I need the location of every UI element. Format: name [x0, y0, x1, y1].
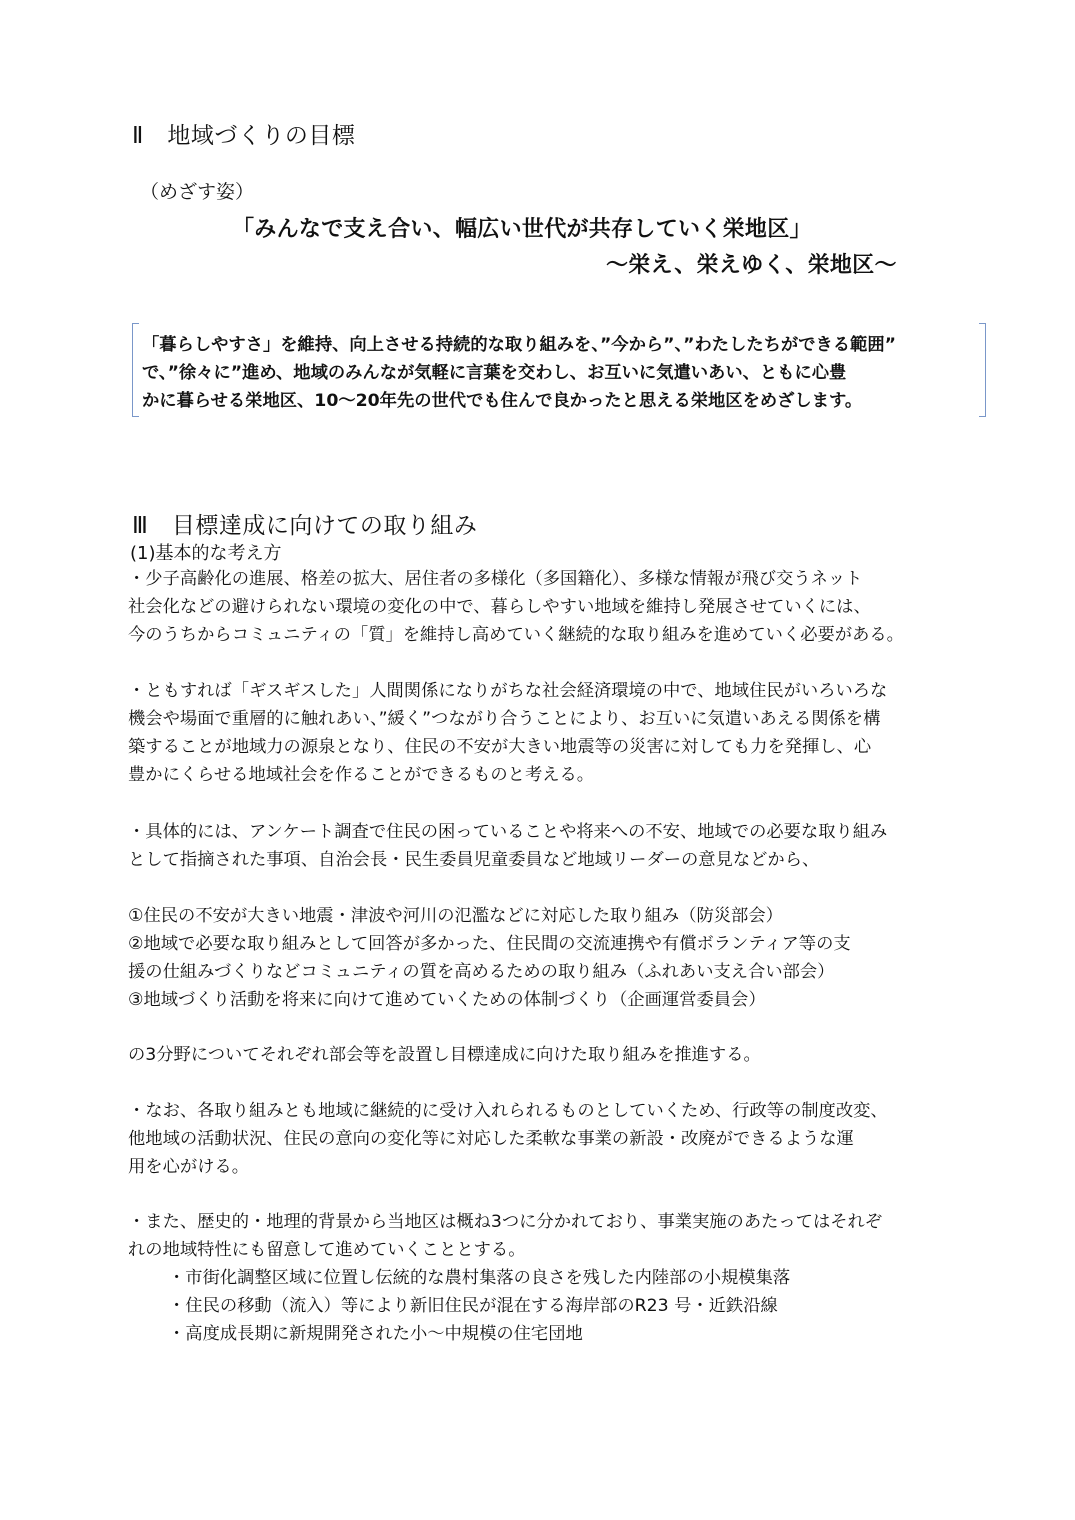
section-heading-initiatives: Ⅲ 目標達成に向けての取り組み [132, 513, 478, 539]
paragraph-line: 社会化などの避けられない環境の変化の中で、暮らしやすい地域を維持し発展させていくには、 [128, 597, 871, 617]
left-bracket [132, 323, 139, 417]
vision-line: 「暮らしやすさ」を維持、向上させる持続的な取り組みを、”今から”、”わたしたちができる範囲” [142, 335, 896, 355]
paragraph-1 [128, 565, 904, 649]
aim-label: （めざす姿） [140, 181, 255, 203]
paragraph-line: れの地域特性にも留意して進めていくこととする。 [128, 1240, 526, 1260]
paragraph-line: 他地域の活動状況、住民の意向の変化等に対応した柔軟な事業の新設・改廃ができるような運 [128, 1129, 854, 1149]
slogan-main: 「みんなで支え合い、幅広い世代が共存していく栄地区」 [232, 217, 812, 242]
paragraph-6 [128, 1208, 882, 1264]
paragraph-3 [128, 818, 887, 874]
paragraph-4 [128, 1041, 761, 1069]
list-item: ・市街化調整区域に位置し伝統的な農村集落の良さを残した内陸部の小規模集落 [168, 1268, 791, 1288]
paragraph-line: ・また、歴史的・地理的背景から当地区は概ね3つに分かれており、事業実施のあたってはそれぞ [128, 1212, 883, 1232]
slogan-sub: ～栄え、栄えゆく、栄地区～ [606, 253, 897, 278]
vision-line: かに暮らせる栄地区、10～20年先の世代でも住んで良かったと思える栄地区をめざします。 [142, 391, 863, 411]
list-item: ・高度成長期に新規開発された小～中規模の住宅団地 [168, 1324, 583, 1344]
vision-statement-box [132, 323, 986, 415]
vision-statement [142, 331, 982, 415]
paragraph-2 [128, 677, 887, 789]
paragraph-line: ・ともすれば「ギスギスした」人間関係になりがちな社会経済環境の中で、地域住民がいろいろな [128, 681, 888, 701]
area-list [128, 1264, 790, 1348]
paragraph-line: 豊かにくらせる地域社会を作ることができるものと考える。 [128, 765, 595, 785]
list-item: ③地域づくり活動を将来に向けて進めていくための体制づくり（企画運営委員会） [128, 990, 766, 1010]
paragraph-line: 機会や場面で重層的に触れあい、”緩く”つながり合うことにより、お互いに気遣いあえる関係を構 [128, 709, 881, 729]
section-heading-goals: Ⅱ 地域づくりの目標 [132, 123, 356, 149]
committee-list [128, 902, 851, 1014]
paragraph-line: ・具体的には、アンケート調査で住民の困っていることや将来への不安、地域での必要な取り組み [128, 822, 888, 842]
list-item: ②地域で必要な取り組みとして回答が多かった、住民間の交流連携や有償ボランティア等の支 [128, 934, 851, 954]
paragraph-line: 今のうちからコミュニティの「質」を維持し高めていく継続的な取り組みを進めていく必要がある。 [128, 625, 904, 645]
subheading-basic-approach: (1)基本的な考え方 [130, 543, 282, 564]
list-item: 援の仕組みづくりなどコミュニティの質を高めるための取り組み（ふれあい支え合い部会） [128, 962, 835, 982]
paragraph-line: 築することが地域力の源泉となり、住民の不安が大きい地震等の災害に対しても力を発揮し、心 [128, 737, 872, 757]
paragraph-line: ・なお、各取り組みとも地域に継続的に受け入れられるものとしていくため、行政等の制度改変、 [128, 1101, 888, 1121]
paragraph-line: 用を心がける。 [128, 1157, 249, 1177]
paragraph-5 [128, 1097, 888, 1181]
paragraph-line: ・少子高齢化の進展、格差の拡大、居住者の多様化（多国籍化）、多様な情報が飛び交うネット [128, 569, 863, 589]
paragraph-line: として指摘された事項、自治会長・民生委員児童委員など地域リーダーの意見などから、 [128, 850, 820, 870]
paragraph-line: の3分野についてそれぞれ部会等を設置し目標達成に向けた取り組みを推進する。 [128, 1045, 761, 1065]
vision-line: で、”徐々に”進め、地域のみんなが気軽に言葉を交わし、お互いに気遣いあい、ともに心豊 [142, 363, 847, 383]
list-item: ①住民の不安が大きい地震・津波や河川の氾濫などに対応した取り組み（防災部会） [128, 906, 783, 926]
list-item: ・住民の移動（流入）等により新旧住民が混在する海岸部のR23 号・近鉄沿線 [168, 1296, 778, 1316]
